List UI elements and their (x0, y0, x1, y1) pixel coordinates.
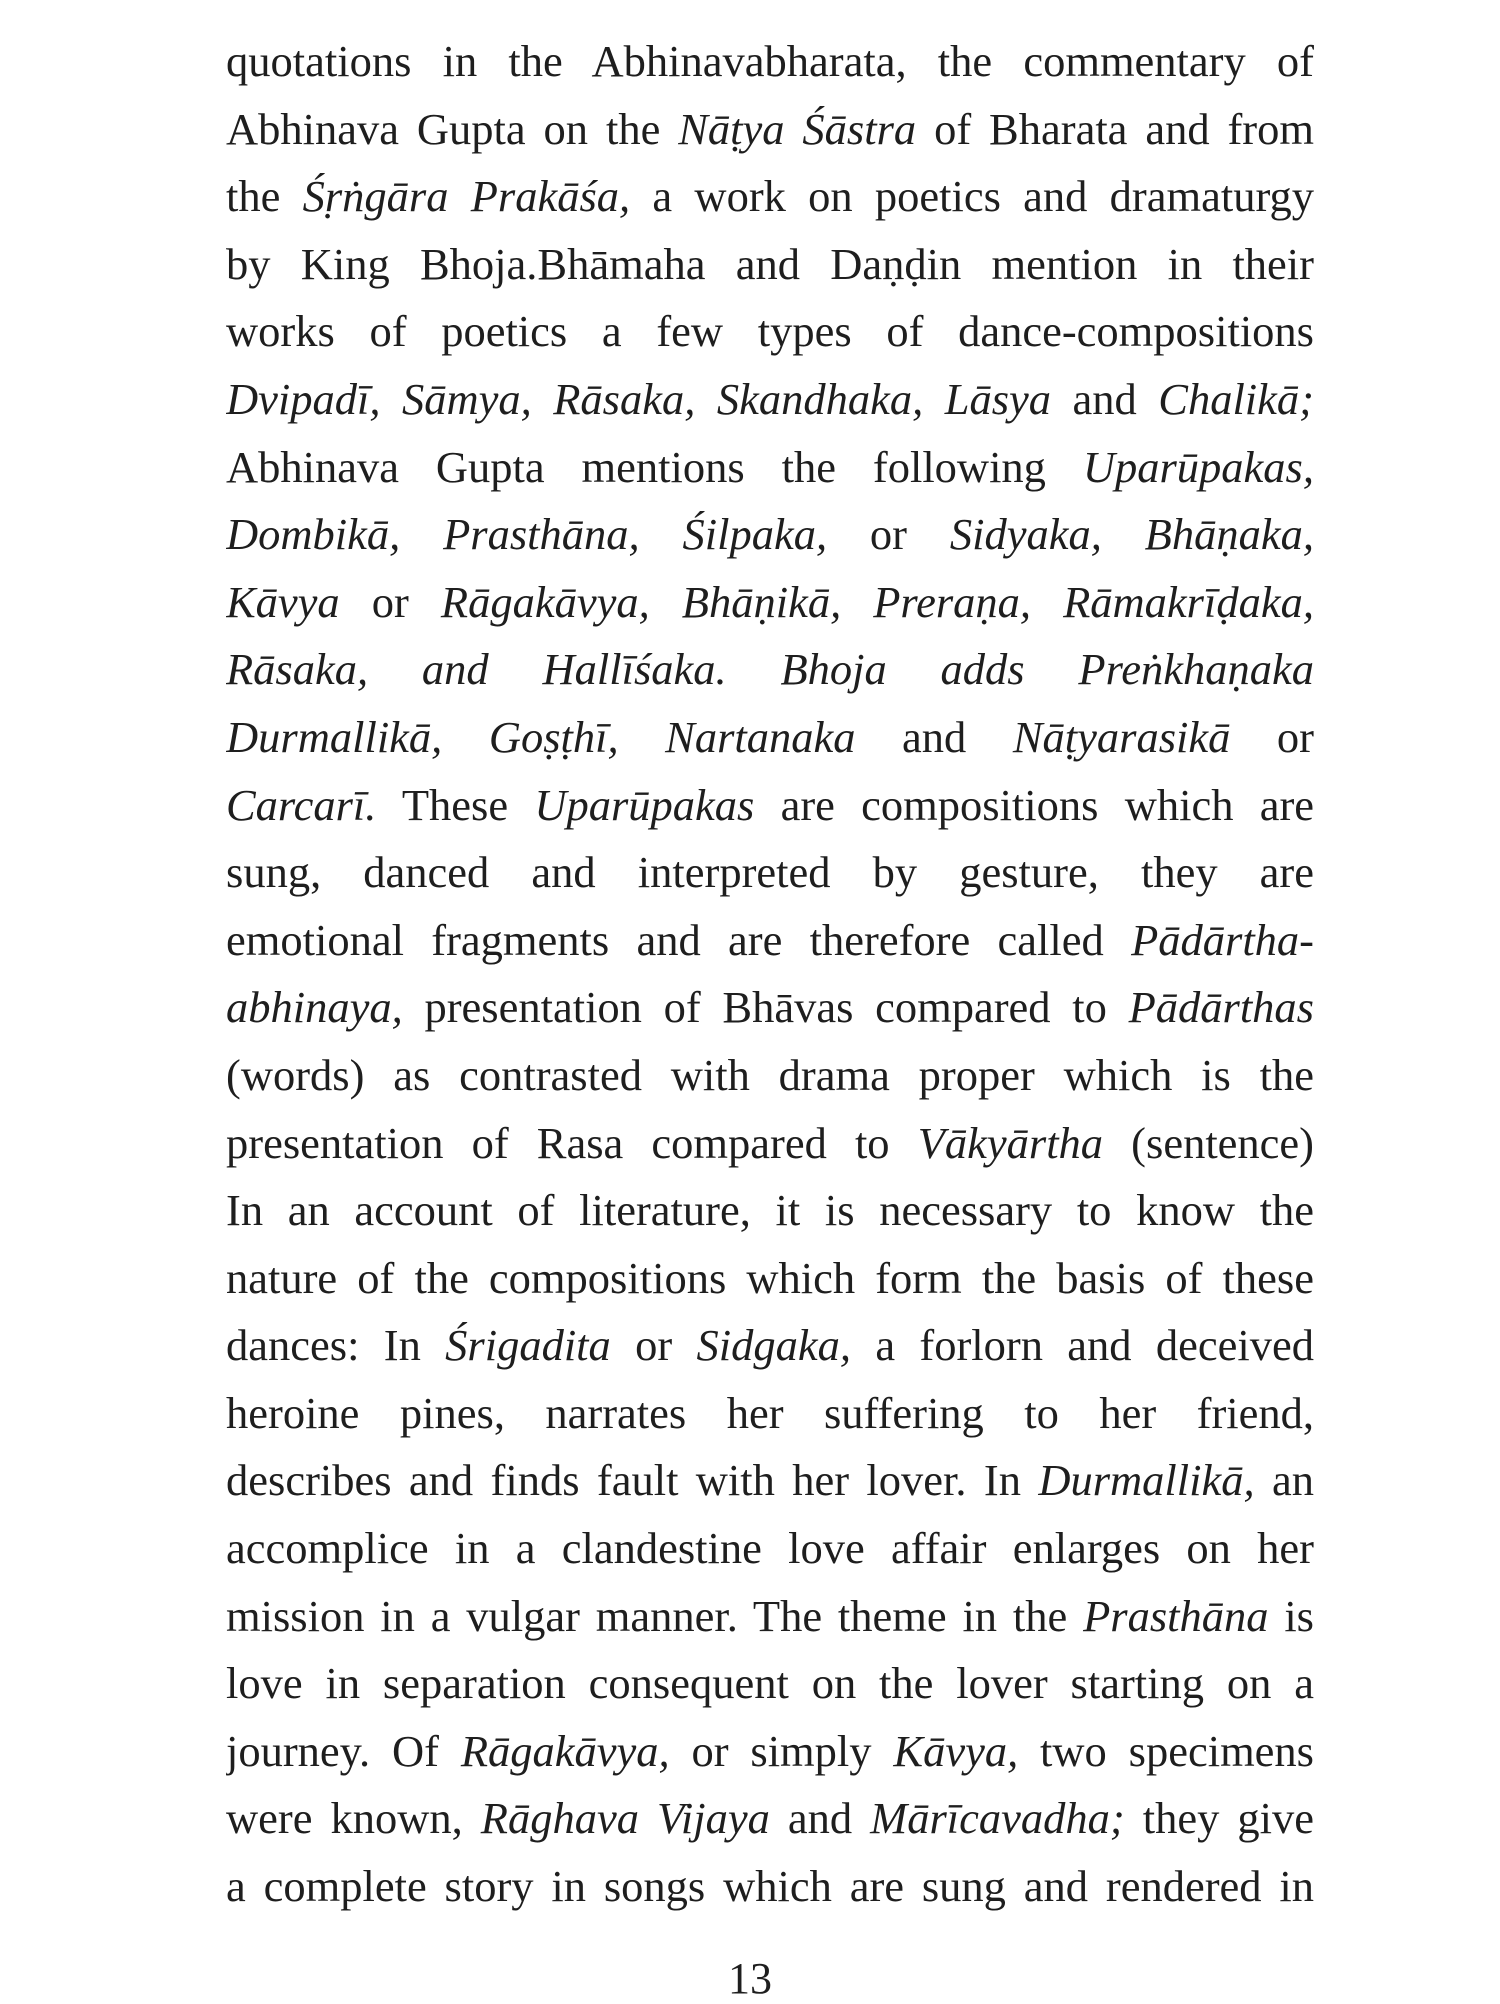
text-run: are compositions which are (754, 779, 1314, 830)
text-line (226, 96, 1314, 164)
italic-term: Pādārtha- (1131, 914, 1314, 965)
text-run: (words) as contrasted with drama proper which is the (226, 1049, 1314, 1100)
text-run: and (1051, 373, 1159, 424)
text-line (226, 1042, 1314, 1110)
text-line (226, 1853, 1314, 1921)
text-run: Abhinava Gupta mentions the following (226, 441, 1083, 492)
italic-term: Rāsaka, and Hallīśaka. Bhoja adds Preṅkhaṇaka (226, 644, 1314, 695)
text-run: mission in a vulgar manner. The theme in the (226, 1590, 1084, 1641)
text-line (226, 704, 1314, 772)
text-line (226, 28, 1314, 96)
text-line (226, 1245, 1314, 1313)
text-line (226, 1650, 1314, 1718)
text-line (226, 1380, 1314, 1448)
text-line (226, 231, 1314, 299)
text-run: or (339, 576, 441, 627)
italic-term: Kāvya (226, 576, 340, 627)
italic-term: Durmallikā, (1038, 1455, 1255, 1506)
italic-term: Dvipadī, Sāmya, Rāsaka, Skandhaka, Lāsya (226, 373, 1052, 424)
text-line (226, 1515, 1314, 1583)
text-line (226, 1177, 1314, 1245)
text-run: (sentence) (1103, 1117, 1314, 1168)
text-run: quotations in the Abhinavabharata, the commentary of (226, 36, 1314, 86)
text-run: or (1230, 711, 1314, 762)
text-line (226, 1718, 1314, 1786)
italic-term: Sidgaka, (696, 1320, 852, 1371)
italic-term: Prasthāna (1083, 1590, 1269, 1641)
body-text (226, 28, 1314, 1921)
text-run: an (1254, 1455, 1314, 1506)
italic-term: Mārīcavadha; (870, 1793, 1125, 1844)
text-run: accomplice in a clandestine love affair enlarges on her (226, 1523, 1314, 1574)
text-line (226, 434, 1314, 502)
text-run: by King Bhoja.Bhāmaha and Daṇḍin mention in their (226, 238, 1314, 289)
text-run: a complete story in songs which are sung and rendered in (226, 1861, 1314, 1912)
italic-term: Kāvya, (893, 1725, 1019, 1776)
text-line (226, 298, 1314, 366)
italic-term: Rāgakāvya, Bhāṇikā, Preraṇa, Rāmakrīḍaka, (440, 576, 1314, 627)
text-run: works of poetics a few types of dance-compositions (226, 306, 1314, 357)
italic-term: Rāghava Vijaya (480, 1793, 770, 1844)
text-run: a forlorn and deceived (851, 1320, 1314, 1371)
text-run: emotional fragments and are therefore called (226, 914, 1132, 965)
italic-term: Śṛṅgāra Prakāśa, (302, 171, 631, 222)
text-line (226, 839, 1314, 907)
page-number: 13 (728, 1954, 772, 2003)
text-run: love in separation consequent on the lover starting on a (226, 1658, 1314, 1709)
text-run: heroine pines, narrates her suffering to her friend, (226, 1387, 1314, 1438)
text-run: journey. Of (226, 1725, 461, 1776)
italic-term: Nāṭya Śāstra (678, 103, 917, 154)
text-run: the (226, 171, 303, 222)
text-run: Abhinava Gupta on the (226, 103, 679, 154)
text-line (226, 907, 1314, 975)
text-run: or (610, 1320, 697, 1371)
text-line (226, 1447, 1314, 1515)
italic-term: Carcarī. (226, 779, 377, 830)
text-line (226, 974, 1314, 1042)
italic-term: Vākyārtha (917, 1117, 1104, 1168)
italic-term: Pādārthas (1128, 982, 1314, 1033)
text-run: dances: In (226, 1320, 446, 1371)
italic-term: Uparūpakas, (1082, 441, 1314, 492)
italic-term: Durmallikā, Goṣṭhī, Nartanaka (226, 711, 856, 762)
text-run: were known, (226, 1793, 481, 1844)
text-run: a work on poetics and dramaturgy (630, 171, 1314, 222)
italic-term: Rāgakāvya, (460, 1725, 670, 1776)
text-run: These (376, 779, 535, 830)
italic-term: abhinaya, (226, 982, 403, 1033)
text-line (226, 1785, 1314, 1853)
text-line (226, 366, 1314, 434)
italic-term: Uparūpakas (534, 779, 755, 830)
text-run: of Bharata and from (916, 103, 1314, 154)
text-run: nature of the compositions which form the basis of these (226, 1252, 1314, 1303)
italic-term: Dombikā, Prasthāna, Śilpaka, (226, 509, 828, 560)
text-run: two specimens (1018, 1725, 1314, 1776)
text-line (226, 569, 1314, 637)
text-run: sung, danced and interpreted by gesture, they are (226, 847, 1314, 898)
text-run: describes and finds fault with her lover. In (226, 1455, 1039, 1506)
text-run: or simply (669, 1725, 894, 1776)
italic-term: Sidyaka, Bhāṇaka, (949, 509, 1314, 560)
text-line (226, 636, 1314, 704)
text-run: In an account of literature, it is necessary to know the (226, 1185, 1314, 1236)
italic-term: Nāṭyarasikā (1012, 711, 1231, 762)
text-run: or (827, 509, 950, 560)
text-line (226, 501, 1314, 569)
text-run: is (1268, 1590, 1314, 1641)
text-run: and (855, 711, 1013, 762)
text-line (226, 163, 1314, 231)
text-run: they give (1124, 1793, 1314, 1844)
text-line (226, 772, 1314, 840)
text-run: presentation of Bhāvas compared to (402, 982, 1129, 1033)
text-line (226, 1110, 1314, 1178)
text-run: and (769, 1793, 871, 1844)
italic-term: Śrigadita (445, 1320, 611, 1371)
text-run: presentation of Rasa compared to (226, 1117, 918, 1168)
text-line (226, 1583, 1314, 1651)
text-line (226, 1312, 1314, 1380)
italic-term: Chalikā; (1158, 373, 1314, 424)
